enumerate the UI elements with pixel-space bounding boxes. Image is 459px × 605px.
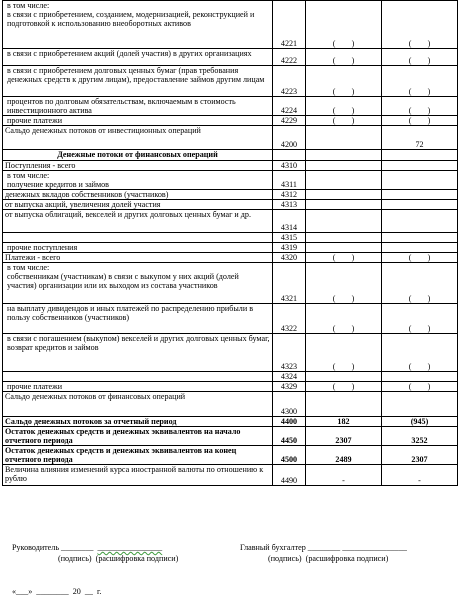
table-row bbox=[3, 263, 458, 304]
table-row bbox=[3, 382, 458, 392]
line-code-cell: 4224 bbox=[273, 97, 306, 116]
table-row bbox=[3, 161, 458, 171]
current-period-cell: 182 bbox=[306, 417, 382, 427]
line-code-cell: 4222 bbox=[273, 49, 306, 66]
table-row bbox=[3, 126, 458, 150]
line-code-cell: 4319 bbox=[273, 243, 306, 253]
indicator-cell: Остаток денежных средств и денежных эквивалентов на конец отчетного периода bbox=[3, 446, 273, 465]
current-period-cell bbox=[306, 190, 382, 200]
head-signature-blank: ________ bbox=[61, 543, 98, 552]
current-period-cell: ( ) bbox=[306, 304, 382, 334]
current-period-cell bbox=[306, 372, 382, 382]
table-row bbox=[3, 66, 458, 97]
current-period-cell bbox=[306, 200, 382, 210]
previous-period-cell bbox=[382, 392, 458, 417]
current-period-cell bbox=[306, 233, 382, 243]
previous-period-cell: ( ) bbox=[382, 334, 458, 372]
date-line: «___» ________ 20 __ г. bbox=[12, 587, 102, 596]
line-code-cell: 4314 bbox=[273, 210, 306, 233]
table-row bbox=[3, 1, 458, 49]
previous-period-cell: 3252 bbox=[382, 427, 458, 446]
previous-period-cell bbox=[382, 171, 458, 190]
table-row bbox=[3, 49, 458, 66]
head-label: Руководитель bbox=[12, 543, 60, 552]
current-period-cell: 2489 bbox=[306, 446, 382, 465]
table-row bbox=[3, 171, 458, 190]
current-period-cell bbox=[306, 161, 382, 171]
line-code-cell: 4221 bbox=[273, 1, 306, 49]
line-code-cell bbox=[273, 150, 306, 161]
previous-period-cell bbox=[382, 372, 458, 382]
line-code-cell: 4324 bbox=[273, 372, 306, 382]
current-period-cell: ( ) bbox=[306, 334, 382, 372]
line-code-cell: 4320 bbox=[273, 253, 306, 263]
current-period-cell: ( ) bbox=[306, 66, 382, 97]
previous-period-cell bbox=[382, 200, 458, 210]
previous-period-cell: ( ) bbox=[382, 382, 458, 392]
current-period-cell: 2307 bbox=[306, 427, 382, 446]
table-row bbox=[3, 446, 458, 465]
current-period-cell: - bbox=[306, 465, 382, 486]
line-code-cell: 4450 bbox=[273, 427, 306, 446]
previous-period-cell: 2307 bbox=[382, 446, 458, 465]
indicator-cell: прочие поступления bbox=[3, 243, 273, 253]
line-code-cell: 4312 bbox=[273, 190, 306, 200]
line-code-cell: 4322 bbox=[273, 304, 306, 334]
indicator-cell bbox=[3, 372, 273, 382]
current-period-cell bbox=[306, 243, 382, 253]
previous-period-cell bbox=[382, 150, 458, 161]
indicator-cell: от выпуска облигаций, векселей и других долговых ценных бумаг и др. bbox=[3, 210, 273, 233]
line-code-cell: 4313 bbox=[273, 200, 306, 210]
indicator-cell: Остаток денежных средств и денежных эквивалентов на начало отчетного периода bbox=[3, 427, 273, 446]
previous-period-cell: 72 bbox=[382, 126, 458, 150]
indicator-cell: процентов по долговым обязательствам, включаемым в стоимость инвестиционного актива bbox=[3, 97, 273, 116]
previous-period-cell: (945) bbox=[382, 417, 458, 427]
indicator-cell: в связи с приобретением долговых ценных бумаг (прав требования денежных средств к другим лицам), предоставление займов другим лицам bbox=[3, 66, 273, 97]
table-row bbox=[3, 372, 458, 382]
table-row bbox=[3, 150, 458, 161]
indicator-cell: в том числе: в связи с приобретением, созданием, модернизацией, реконструкцией и подготовкой к использованию внеоборотных активов bbox=[3, 1, 273, 49]
table-row bbox=[3, 210, 458, 233]
head-name-blank: ________________ bbox=[97, 543, 163, 552]
indicator-cell: Сальдо денежных потоков за отчетный период bbox=[3, 417, 273, 427]
previous-period-cell: - bbox=[382, 465, 458, 486]
current-period-cell: ( ) bbox=[306, 97, 382, 116]
current-period-cell bbox=[306, 392, 382, 417]
table-row bbox=[3, 427, 458, 446]
indicator-cell: Поступления - всего bbox=[3, 161, 273, 171]
line-code-cell: 4329 bbox=[273, 382, 306, 392]
current-period-cell: ( ) bbox=[306, 263, 382, 304]
table-body bbox=[3, 1, 458, 486]
table-row bbox=[3, 417, 458, 427]
table-row bbox=[3, 190, 458, 200]
current-period-cell: ( ) bbox=[306, 116, 382, 126]
line-code-cell: 4315 bbox=[273, 233, 306, 243]
previous-period-cell: ( ) bbox=[382, 49, 458, 66]
head-captions: (подпись) (расшифровка подписи) bbox=[58, 554, 179, 563]
line-code-cell: 4400 bbox=[273, 417, 306, 427]
indicator-cell: в связи с погашением (выкупом) векселей и других долговых ценных бумаг, возврат кредитов и займов bbox=[3, 334, 273, 372]
accountant-name-blank: ________________ bbox=[342, 543, 407, 552]
line-code-cell: 4490 bbox=[273, 465, 306, 486]
previous-period-cell: ( ) bbox=[382, 253, 458, 263]
indicator-cell: на выплату дивидендов и иных платежей по распределению прибыли в пользу собственников (участников) bbox=[3, 304, 273, 334]
table-row bbox=[3, 392, 458, 417]
table-row bbox=[3, 243, 458, 253]
indicator-cell: Величина влияния изменений курса иностранной валюты по отношению к рублю bbox=[3, 465, 273, 486]
line-code-cell: 4229 bbox=[273, 116, 306, 126]
previous-period-cell bbox=[382, 243, 458, 253]
current-period-cell bbox=[306, 171, 382, 190]
current-period-cell bbox=[306, 126, 382, 150]
indicator-cell: прочие платежи bbox=[3, 382, 273, 392]
line-code-cell: 4323 bbox=[273, 334, 306, 372]
previous-period-cell: ( ) bbox=[382, 263, 458, 304]
previous-period-cell bbox=[382, 210, 458, 233]
line-code-cell: 4500 bbox=[273, 446, 306, 465]
previous-period-cell: ( ) bbox=[382, 66, 458, 97]
table-row bbox=[3, 200, 458, 210]
indicator-cell: прочие платежи bbox=[3, 116, 273, 126]
current-period-cell bbox=[306, 210, 382, 233]
indicator-cell: в том числе: получение кредитов и займов bbox=[3, 171, 273, 190]
previous-period-cell: ( ) bbox=[382, 116, 458, 126]
table-row bbox=[3, 97, 458, 116]
previous-period-cell: ( ) bbox=[382, 304, 458, 334]
indicator-cell: в том числе: собственникам (участникам) в связи с выкупом у них акций (долей участия) организации или их выходом из состава участников bbox=[3, 263, 273, 304]
table-row bbox=[3, 304, 458, 334]
table-row bbox=[3, 116, 458, 126]
previous-period-cell: ( ) bbox=[382, 1, 458, 49]
previous-period-cell bbox=[382, 190, 458, 200]
accountant-captions: (подпись) (расшифровка подписи) bbox=[268, 554, 389, 563]
current-period-cell bbox=[306, 150, 382, 161]
cash-flow-table bbox=[2, 0, 458, 486]
indicator-cell: от выпуска акций, увеличения долей участия bbox=[3, 200, 273, 210]
current-period-cell: ( ) bbox=[306, 1, 382, 49]
previous-period-cell: ( ) bbox=[382, 97, 458, 116]
indicator-cell: Денежные потоки от финансовых операций bbox=[3, 150, 273, 161]
head-signature-line bbox=[12, 543, 162, 552]
line-code-cell: 4300 bbox=[273, 392, 306, 417]
line-code-cell: 4321 bbox=[273, 263, 306, 304]
indicator-cell: Сальдо денежных потоков от инвестиционных операций bbox=[3, 126, 273, 150]
current-period-cell: ( ) bbox=[306, 253, 382, 263]
line-code-cell: 4223 bbox=[273, 66, 306, 97]
indicator-cell bbox=[3, 233, 273, 243]
current-period-cell: ( ) bbox=[306, 49, 382, 66]
accountant-signature-line bbox=[240, 543, 407, 552]
line-code-cell: 4200 bbox=[273, 126, 306, 150]
indicator-cell: Платежи - всего bbox=[3, 253, 273, 263]
line-code-cell: 4310 bbox=[273, 161, 306, 171]
table-row bbox=[3, 233, 458, 243]
current-period-cell: ( ) bbox=[306, 382, 382, 392]
indicator-cell: Сальдо денежных потоков от финансовых операций bbox=[3, 392, 273, 417]
accountant-label: Главный бухгалтер ________ bbox=[240, 543, 341, 552]
table-row bbox=[3, 334, 458, 372]
indicator-cell: денежных вкладов собственников (участников) bbox=[3, 190, 273, 200]
previous-period-cell bbox=[382, 233, 458, 243]
indicator-cell: в связи с приобретением акций (долей участия) в других организациях bbox=[3, 49, 273, 66]
line-code-cell: 4311 bbox=[273, 171, 306, 190]
previous-period-cell bbox=[382, 161, 458, 171]
table-row bbox=[3, 253, 458, 263]
table-row bbox=[3, 465, 458, 486]
